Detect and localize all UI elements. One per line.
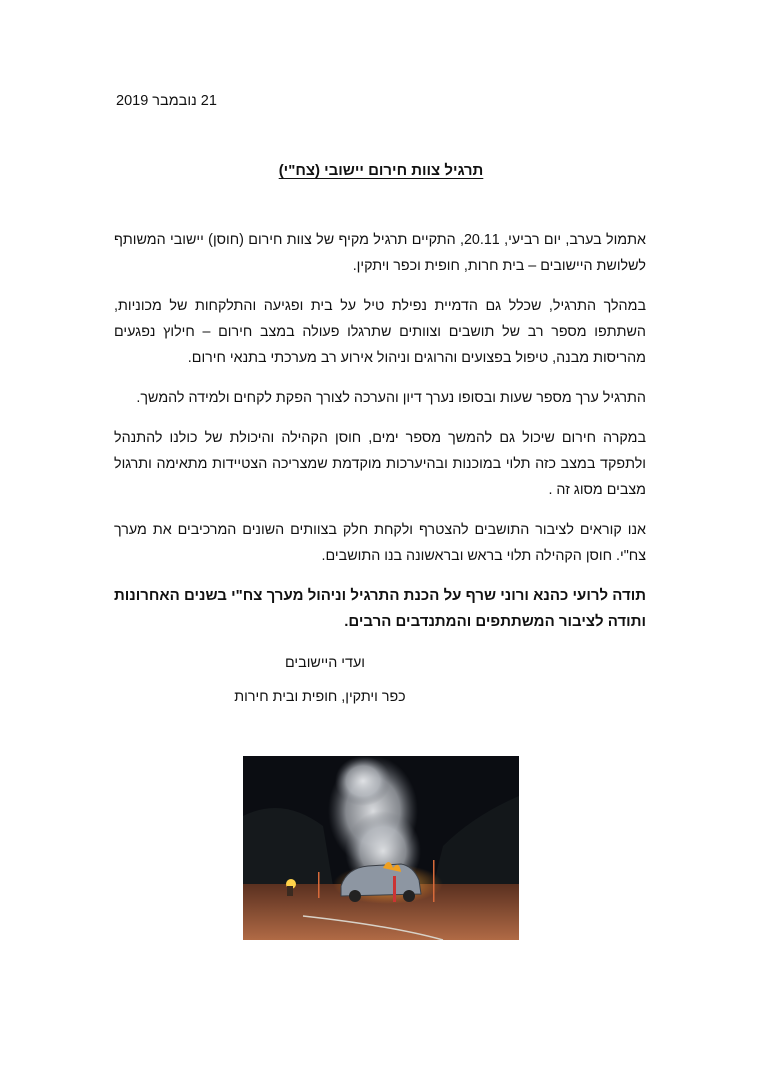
thanks-paragraph: תודה לרועי כהנא ורוני שרף על הכנת התרגיל וניהול מערך צח"י בשנים האחרונות ותודה לציבור המשתתפים והמתנדבים הרבים. [114, 587, 646, 630]
firefighter-figure [287, 886, 293, 896]
person-silhouette [393, 876, 396, 902]
stake-left [318, 872, 320, 898]
signature-committees: ועדי היישובים [285, 655, 365, 671]
paragraph-5: אנו קוראים לציבור התושבים להצטרף ולקחת חלק בצוותים השונים המרכיבים את מערך צח"י. חוסן הקהילה תלוי בראש ובראשונה בנו התושבים. [114, 522, 646, 564]
paragraph-3: התרגיל ערך מספר שעות ובסופו נערך דיון והערכה לצורך הפקת לקחים ולמידה להמשך. [136, 390, 646, 406]
letter-body [114, 227, 646, 649]
paragraph-1: אתמול בערב, יום רביעי, 20.11, התקיים תרגיל מקיף של צוות חירום (חוסן) יישובי המשותף לשלושת היישובים – בית חרות, חופית וכפר ויתקין. [114, 232, 646, 274]
exercise-photo [243, 756, 519, 940]
smoke-plume-upper [335, 756, 391, 806]
paragraph-4: במקרה חירום שיכול גם להמשך מספר ימים, חוסן הקהילה והיכולת של כולנו להתנהל ולתפקד במצב כזה תלוי במוכנות ובהיערכות מוקדמת שמצריכה הצטיידות מתאימה ותרגול מצבים מסוג זה . [114, 430, 646, 498]
letter-title-text: תרגיל צוות חירום יישובי (צח"י) [278, 162, 484, 179]
stake-right [433, 860, 435, 902]
letter-date: 21 נובמבר 2019 [116, 93, 217, 109]
burning-car-illustration [243, 756, 519, 940]
car-wheel-rear [403, 890, 415, 902]
car-wheel-front [349, 890, 361, 902]
letter-title [116, 162, 646, 179]
signature-settlements: כפר ויתקין, חופית ובית חירות [234, 689, 406, 705]
paragraph-2: במהלך התרגיל, שכלל גם הדמיית נפילת טיל על בית ופגיעה והתלקחות של מכוניות, השתתפו מספר רב של תושבים וצוותים שתרגלו פעולה במצב חירום – חילוץ נפגעים מהריסות מבנה, טיפול בפצועים והרוגים וניהול אירוע רב מערכתי בתנאי חירום. [114, 298, 646, 366]
